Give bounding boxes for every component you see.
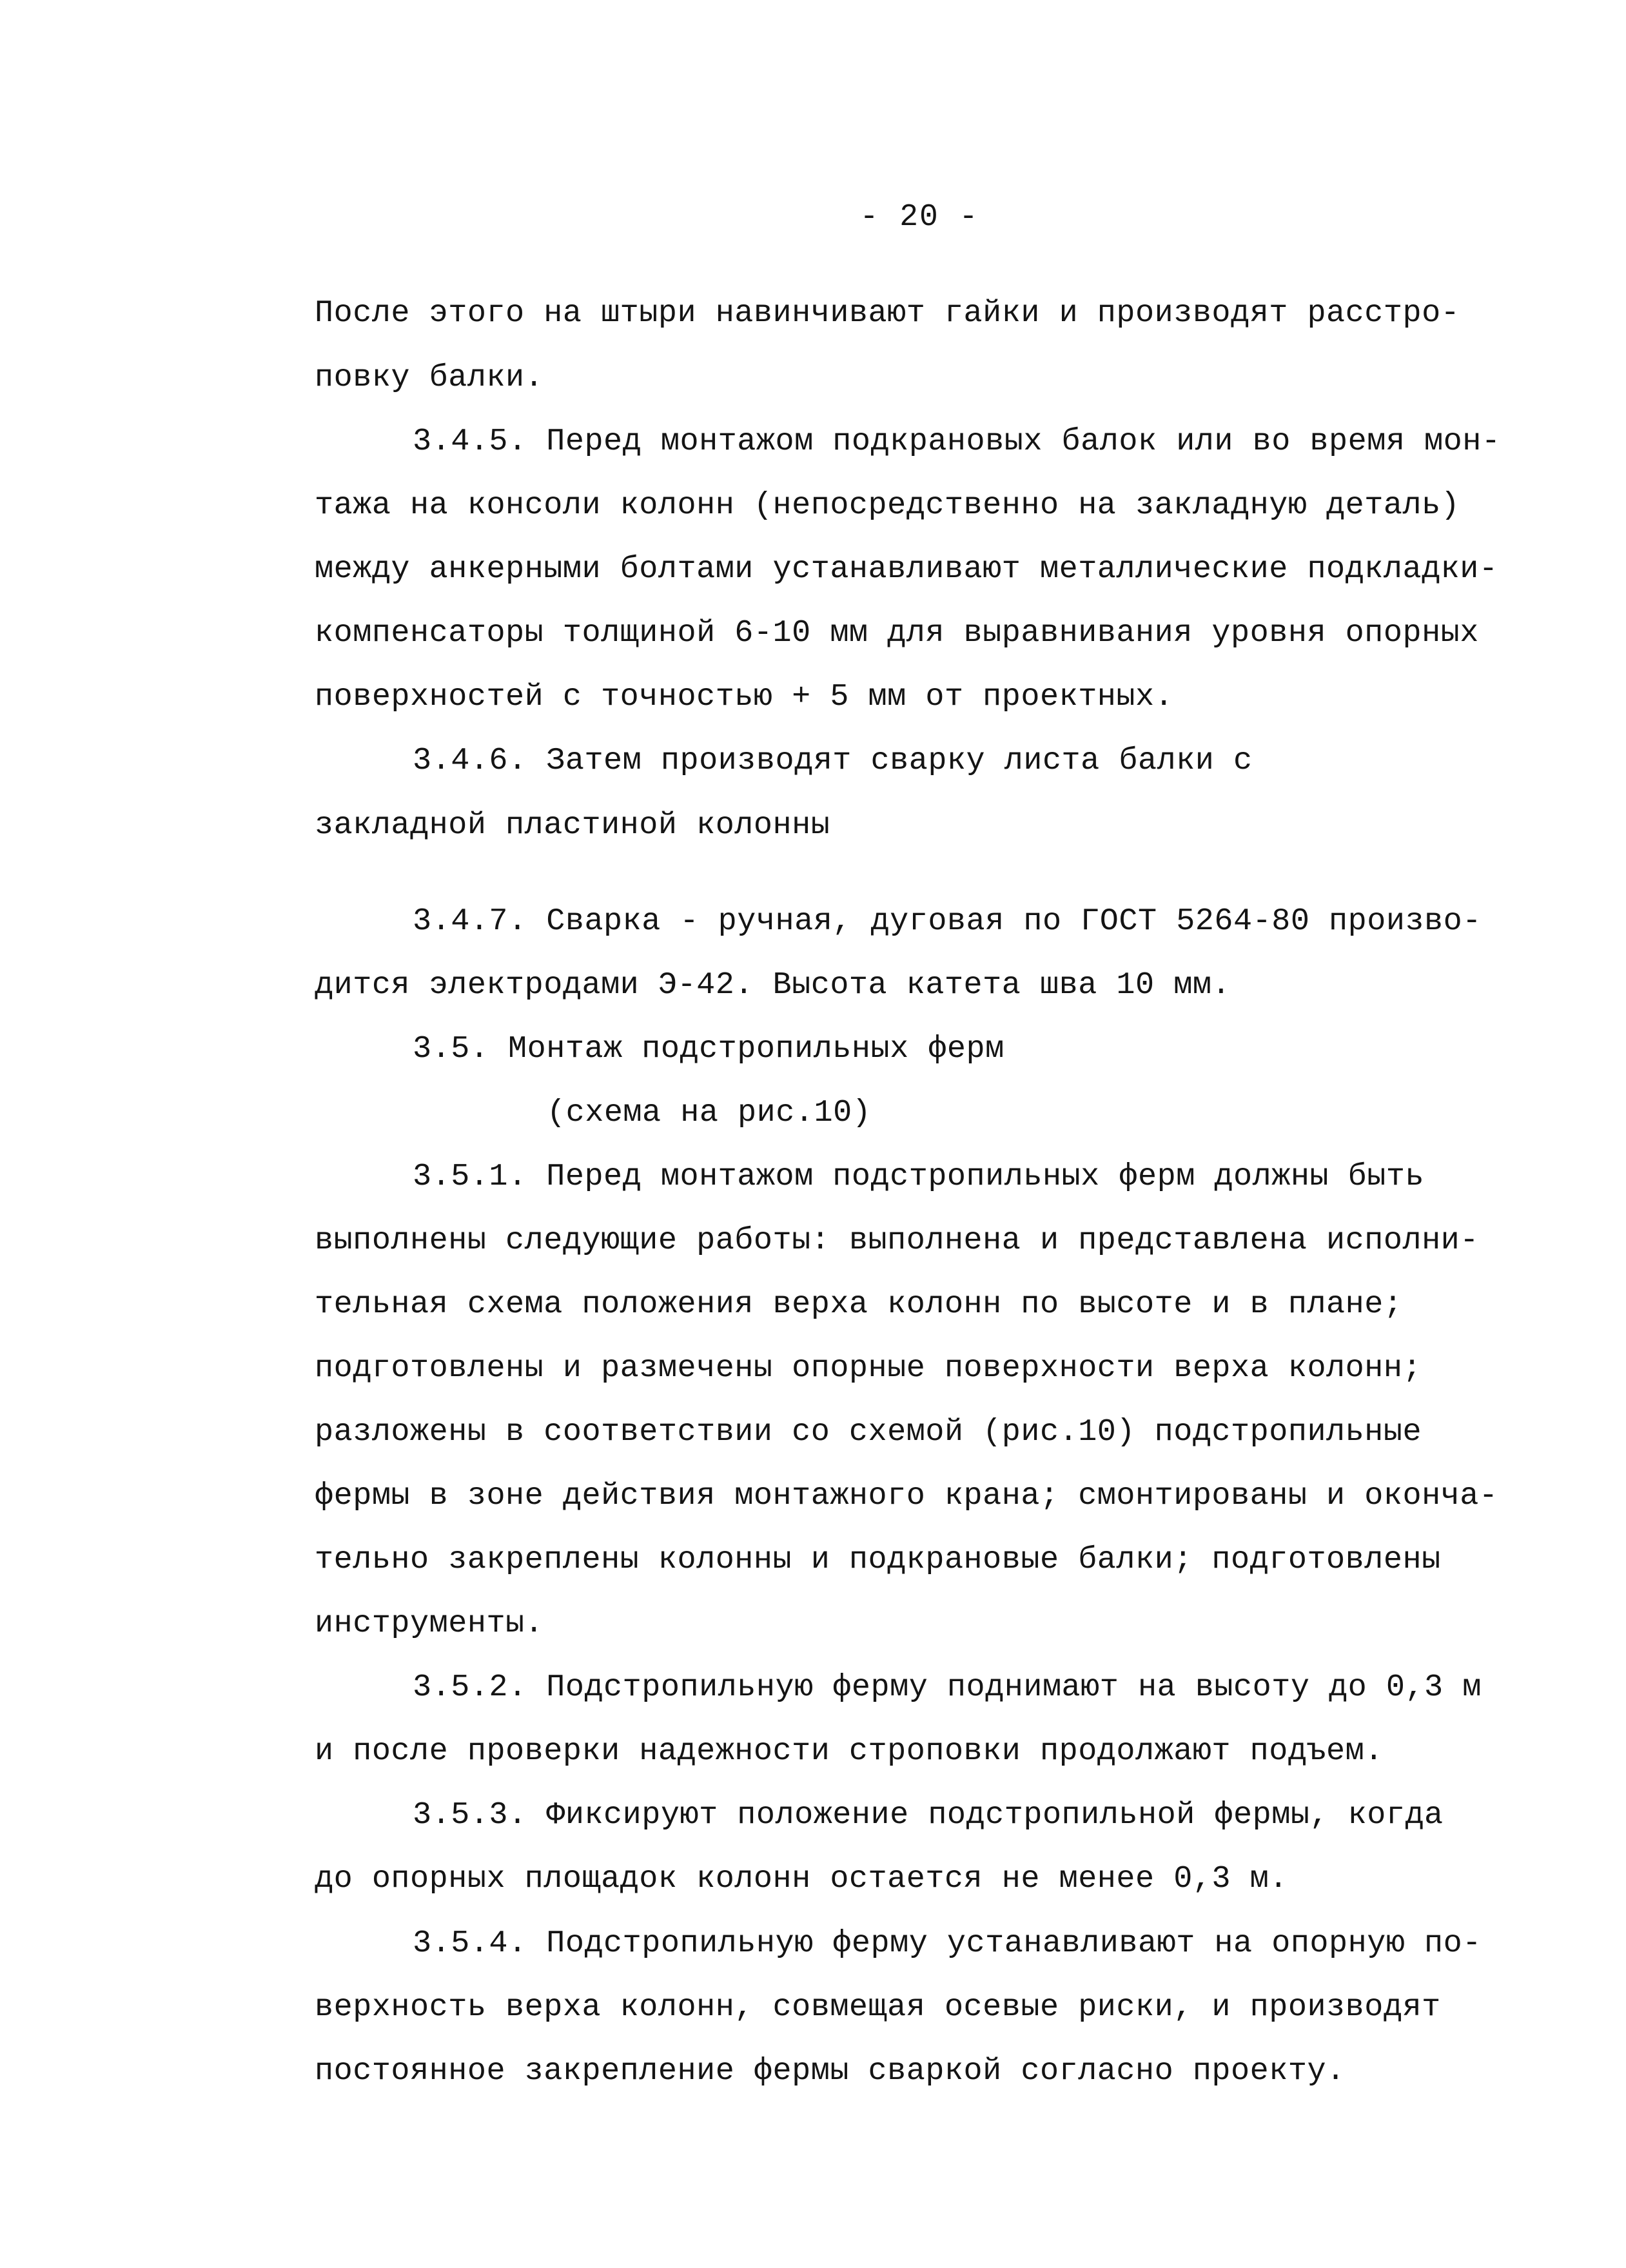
text-line: до опорных площадок колонн остается не менее 0,3 м. — [315, 1861, 1288, 1897]
text-line: верхность верха колонн, совмещая осевые риски, и производят — [315, 1989, 1441, 2025]
text-line: фермы в зоне действия монтажного крана; смонтированы и оконча- — [315, 1478, 1498, 1514]
section-heading-3-5: 3.5. Монтаж подстропильных ферм — [413, 1031, 1004, 1067]
paragraph-3-4-5-start: 3.4.5. Перед монтажом подкрановых балок или во время мон- — [413, 424, 1501, 459]
text-line: и после проверки надежности строповки продолжают подъем. — [315, 1733, 1384, 1769]
text-line: тельно закреплены колонны и подкрановые балки; подготовлены — [315, 1542, 1441, 1577]
text-line: постоянное закрепление фермы сваркой согласно проекту. — [315, 2053, 1346, 2089]
paragraph-3-5-4-start: 3.5.4. Подстропильную ферму устанавливают на опорную по- — [413, 1926, 1482, 1961]
paragraph-3-5-1-start: 3.5.1. Перед монтажом подстропильных ферм должны быть — [413, 1159, 1425, 1194]
text-line: дится электродами Э-42. Высота катета шва 10 мм. — [315, 967, 1231, 1003]
section-subheading: (схема на рис.10) — [547, 1095, 872, 1130]
text-line: После этого на штыри навинчивают гайки и производят расстро- — [315, 295, 1460, 331]
text-line: инструменты. — [315, 1606, 544, 1641]
text-line: выполнены следующие работы: выполнена и представлена исполни- — [315, 1223, 1479, 1258]
text-line: подготовлены и размечены опорные поверхности верха колонн; — [315, 1350, 1422, 1386]
text-line: тажа на консоли колонн (непосредственно на закладную деталь) — [315, 488, 1460, 523]
text-line: поверхностей с точностью + 5 мм от проектных. — [315, 679, 1174, 715]
text-line: компенсаторы толщиной 6-10 мм для выравнивания уровня опорных — [315, 615, 1479, 651]
text-line: тельная схема положения верха колонн по высоте и в плане; — [315, 1287, 1403, 1322]
page-number: - 20 - — [859, 200, 979, 235]
text-line: разложены в соответствии со схемой (рис.10) подстропильные — [315, 1414, 1422, 1450]
text-line: повку балки. — [315, 360, 544, 395]
paragraph-3-5-2-start: 3.5.2. Подстропильную ферму поднимают на высоту до 0,3 м — [413, 1670, 1482, 1705]
paragraph-3-4-7-start: 3.4.7. Сварка - ручная, дуговая по ГОСТ 5264-80 произво- — [413, 903, 1482, 939]
text-line: между анкерными болтами устанавливают металлические подкладки- — [315, 551, 1498, 587]
paragraph-3-4-6-start: 3.4.6. Затем производят сварку листа балки с — [413, 743, 1253, 778]
text-line: закладной пластиной колонны — [315, 807, 830, 843]
paragraph-3-5-3-start: 3.5.3. Фиксируют положение подстропильной фермы, когда — [413, 1797, 1444, 1833]
